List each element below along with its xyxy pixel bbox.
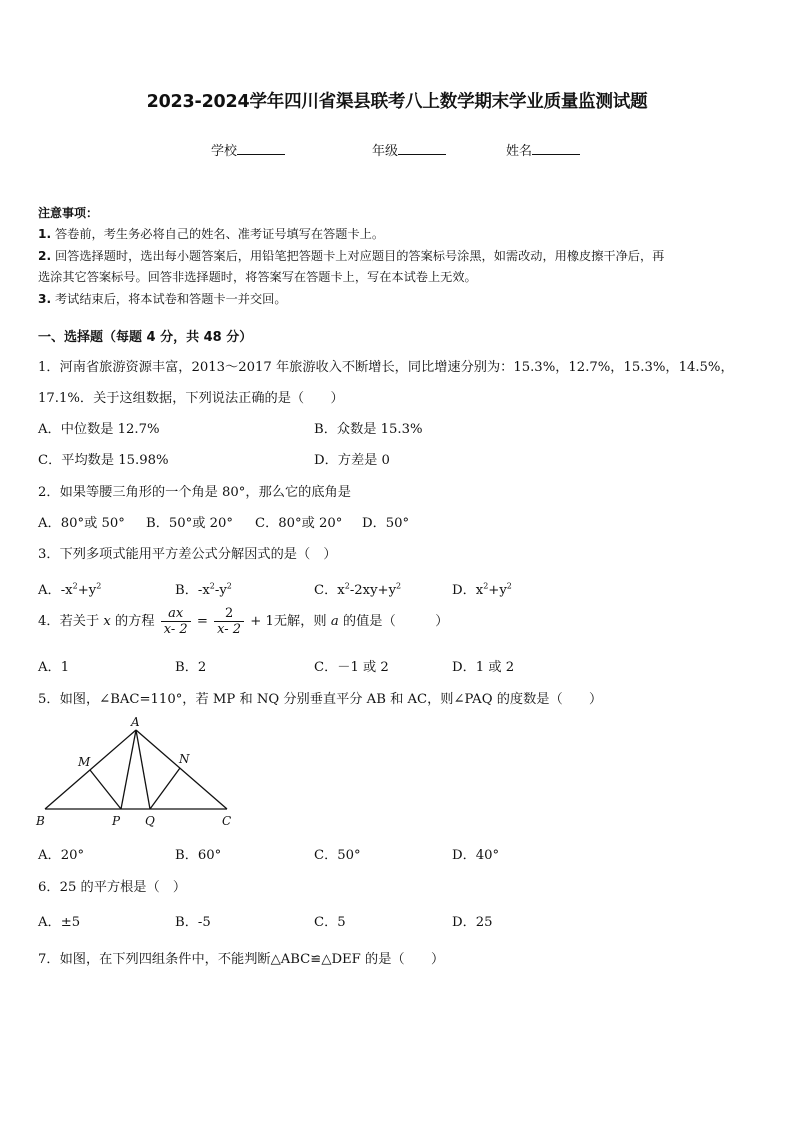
section-heading: 一、选择题（每题 4 分，共 48 分） (38, 330, 253, 345)
segment-ac (136, 730, 227, 809)
q1-option-a: A．中位数是 12.7% (38, 422, 160, 437)
label-n: N (179, 752, 190, 766)
school-label: 学校 (211, 144, 238, 159)
segment-mp (90, 770, 121, 809)
q4-option-d: D．1 或 2 (452, 660, 515, 675)
label-p: P (112, 814, 121, 828)
note-3: 3. 考试结束后，将本试卷和答题卡一并交回。 (38, 292, 287, 306)
label-m: M (78, 755, 91, 769)
q6-option-c: C．5 (314, 915, 346, 930)
label-b: B (36, 814, 45, 828)
q3-stem: 3．下列多项式能用平方差公式分解因式的是（ ） (38, 547, 337, 562)
q2-option-d: D．50° (362, 516, 410, 531)
fraction-1: $\frac{ax}{x- 2}$ (161, 606, 191, 637)
fraction-2: $\frac{2}{x- 2}$ (214, 606, 244, 637)
name-label: 姓名 (506, 144, 533, 159)
q5-option-d: D．40° (452, 848, 500, 863)
q5-option-c: C．50° (314, 848, 361, 863)
label-c: C (222, 814, 232, 828)
grade-field (372, 140, 446, 159)
q6-option-d: D．25 (452, 915, 493, 930)
q1-option-d: D．方差是 0 (314, 453, 390, 468)
grade-blank (398, 142, 446, 155)
q5-stem: 5．如图，∠BAC=110°，若 MP 和 NQ 分别垂直平分 AB 和 AC，则∠PAQ 的度数是（ ） (38, 692, 603, 707)
q4-option-b: B．2 (175, 660, 207, 675)
segment-nq (150, 768, 180, 809)
name-field (506, 140, 580, 159)
q1-option-c: C．平均数是 15.98% (38, 453, 169, 468)
q6-option-b: B．-5 (175, 915, 211, 930)
segment-ab (45, 730, 136, 809)
q2-option-c: C．80°或 20° (255, 516, 343, 531)
var-a: a (330, 614, 339, 629)
q2-stem: 2．如果等腰三角形的一个角是 80°，那么它的底角是 (38, 485, 351, 500)
triangle-figure (30, 712, 240, 830)
q3-option-d: D．$x^2+y^2$ (452, 581, 512, 598)
note-2: 2. 回答选择题时，选出每小题答案后，用铅笔把答题卡上对应题目的答案标号涂黑，如需改动，用橡皮擦干净后，再 (38, 249, 665, 263)
q3-option-b: B．$-x^2-y^2$ (175, 581, 232, 598)
name-blank (532, 142, 580, 155)
q4-stem: 4．若关于 x 的方程 $\frac{ax}{x- 2}$ = $\frac{2}{x- 2}$ + 1无解，则 a 的值是（ ） (38, 606, 449, 637)
q1-stem-line2: 17.1%．关于这组数据，下列说法正确的是（ ） (38, 391, 344, 406)
q1-stem-line1: 1．河南省旅游资源丰富，2013～2017 年旅游收入不断增长，同比增速分别为：15.3%，12.7%，15.3%，14.5%， (38, 360, 734, 375)
q4-option-c: C．－1 或 2 (314, 660, 389, 675)
q6-stem: 6．25 的平方根是（ ） (38, 880, 187, 895)
q5-option-a: A．20° (38, 848, 85, 863)
note-1: 1. 答卷前，考生务必将自己的姓名、准考证号填写在答题卡上。 (38, 227, 385, 241)
q3-option-c: C．$x^2-2xy+y^2$ (314, 581, 402, 598)
grade-label: 年级 (372, 144, 399, 159)
label-a: A (131, 715, 140, 729)
label-q: Q (145, 814, 155, 828)
var-x: x (103, 614, 111, 629)
segment-aq (136, 730, 150, 809)
q5-option-b: B．60° (175, 848, 222, 863)
q3-option-a: A．$-x^2+y^2$ (38, 581, 102, 598)
page-title: 2023-2024学年四川省渠县联考八上数学期末学业质量监测试题 (146, 92, 648, 112)
q1-option-b: B．众数是 15.3% (314, 422, 423, 437)
q7-stem: 7．如图，在下列四组条件中，不能判断△ABC≌△DEF 的是（ ） (38, 952, 445, 967)
notes-heading: 注意事项： (38, 206, 99, 220)
q2-option-a: A．80°或 50° (38, 516, 125, 531)
school-blank (237, 142, 285, 155)
note-2-cont: 选涂其它答案标号。回答非选择题时，将答案写在答题卡上，写在本试卷上无效。 (38, 270, 477, 284)
q6-option-a: A．±5 (38, 915, 81, 930)
school-field (211, 140, 285, 159)
q4-option-a: A．1 (38, 660, 70, 675)
q2-option-b: B．50°或 20° (146, 516, 234, 531)
